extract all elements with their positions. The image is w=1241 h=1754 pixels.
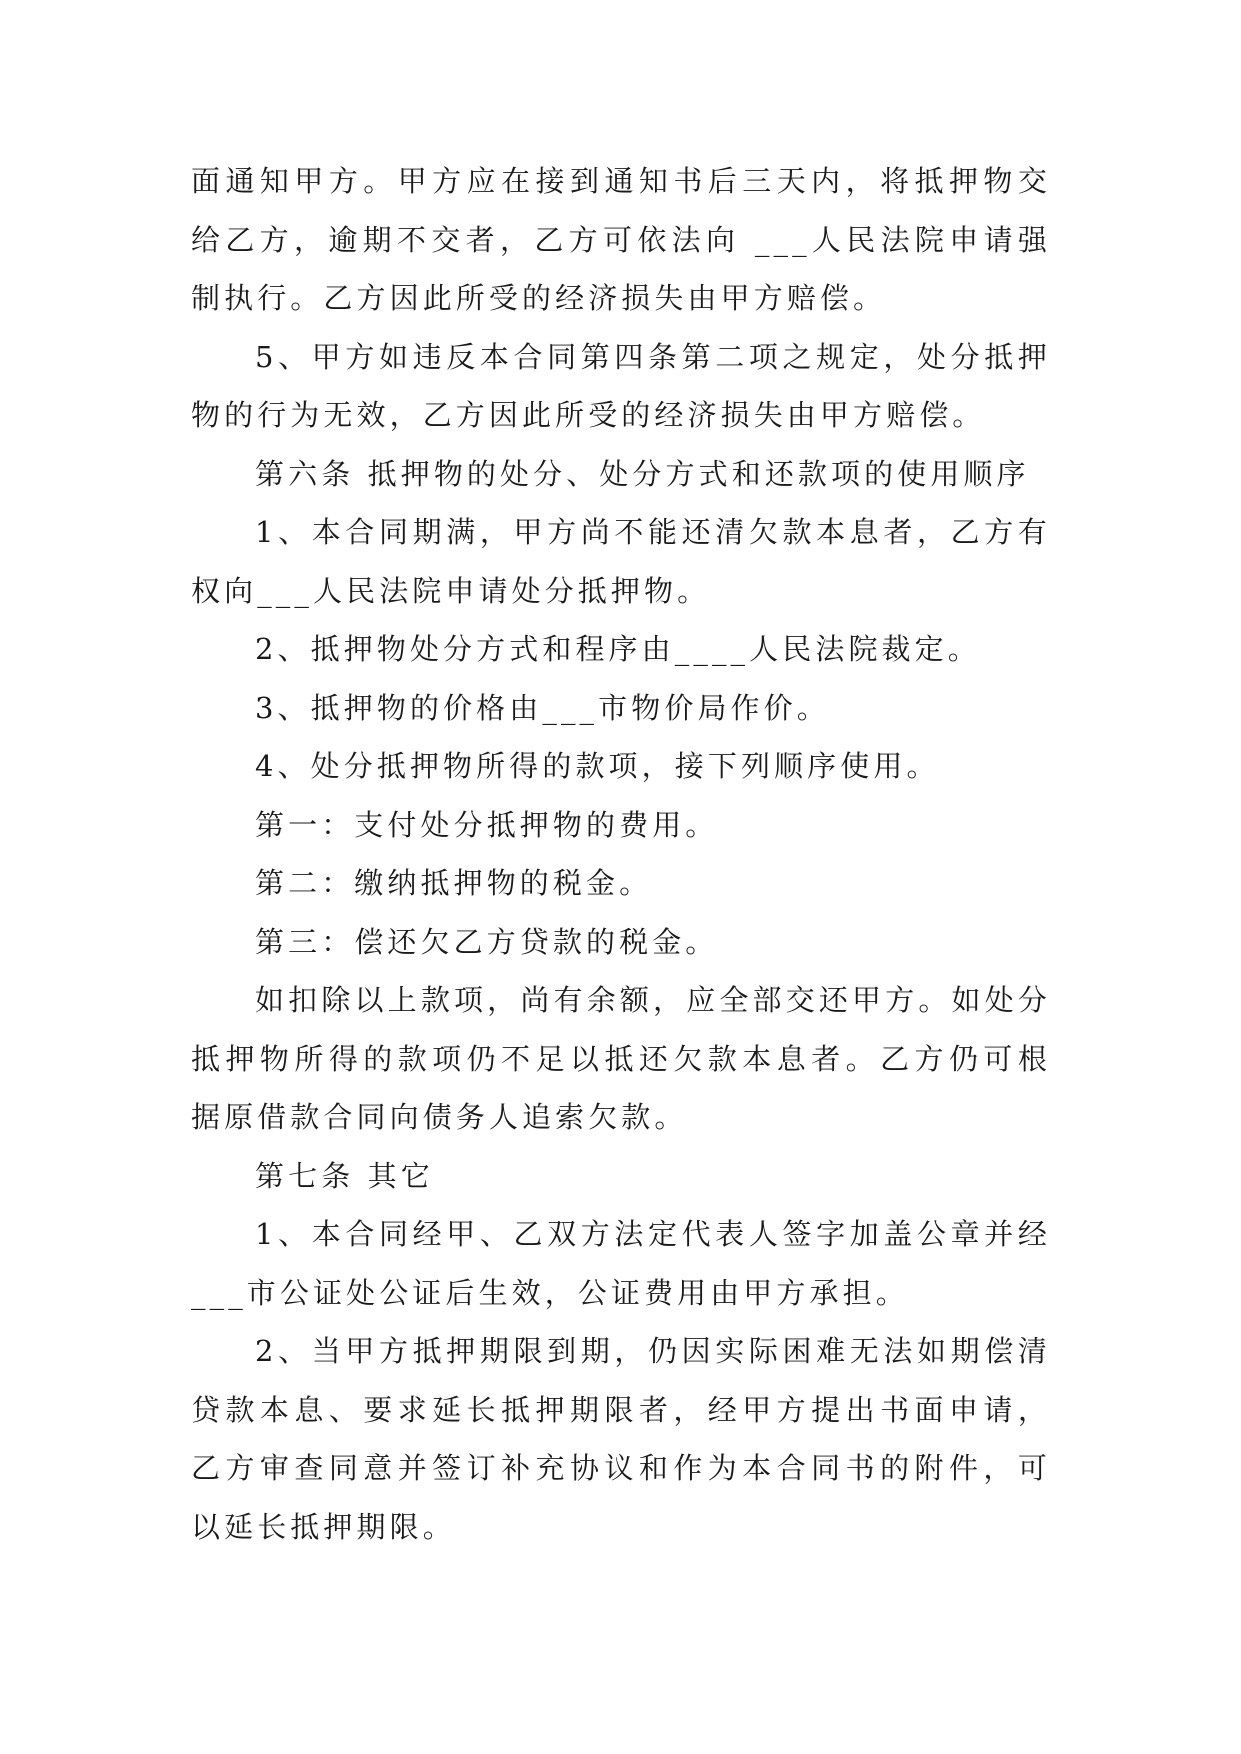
paragraph: 第一：支付处分抵押物的费用。 [255,807,719,842]
paragraph: 5、甲方如违反本合同第四条第二项之规定，处分抵押物的行为无效，乙方因此所受的经济损失由甲方赔偿。 [191,339,1051,432]
document-body [191,152,1051,1556]
paragraph: 1、本合同期满，甲方尚不能还清欠款本息者，乙方有权向___人民法院申请处分抵押物。 [191,515,1051,608]
section-heading-article-7: 第七条 其它 [255,1158,434,1193]
paragraph: 第二：缴纳抵押物的税金。 [255,866,653,900]
paragraph: 2、抵押物处分方式和程序由____人民法院裁定。 [255,632,981,666]
section-heading-article-6: 第六条 抵押物的处分、处分方式和还款项的使用顺序 [255,456,1030,491]
paragraph: 3、抵押物的价格由___市物价局作价。 [255,690,830,725]
paragraph: 4、处分抵押物所得的款项，接下列顺序使用。 [255,749,940,783]
paragraph: 2、当甲方抵押期限到期，仍因实际困难无法如期偿清贷款本息、要求延长抵押期限者，经甲方提出书面申请，乙方审查同意并签订补充协议和作为本合同书的附件，可以延长抵押期限。 [191,1334,1051,1544]
paragraph: 如扣除以上款项，尚有余额，应全部交还甲方。如处分抵押物所得的款项仍不足以抵还欠款本息者。乙方仍可根据原借款合同向债务人追索欠款。 [191,983,1051,1134]
paragraph: 第三：偿还欠乙方贷款的税金。 [255,924,719,959]
paragraph: 1、本合同经甲、乙双方法定代表人签字加盖公章并经___市公证处公证后生效，公证费用由甲方承担。 [191,1217,1051,1310]
paragraph: 面通知甲方。甲方应在接到通知书后三天内，将抵押物交给乙方，逾期不交者，乙方可依法向 ___人民法院申请强制执行。乙方因此所受的经济损失由甲方赔偿。 [191,164,1051,315]
